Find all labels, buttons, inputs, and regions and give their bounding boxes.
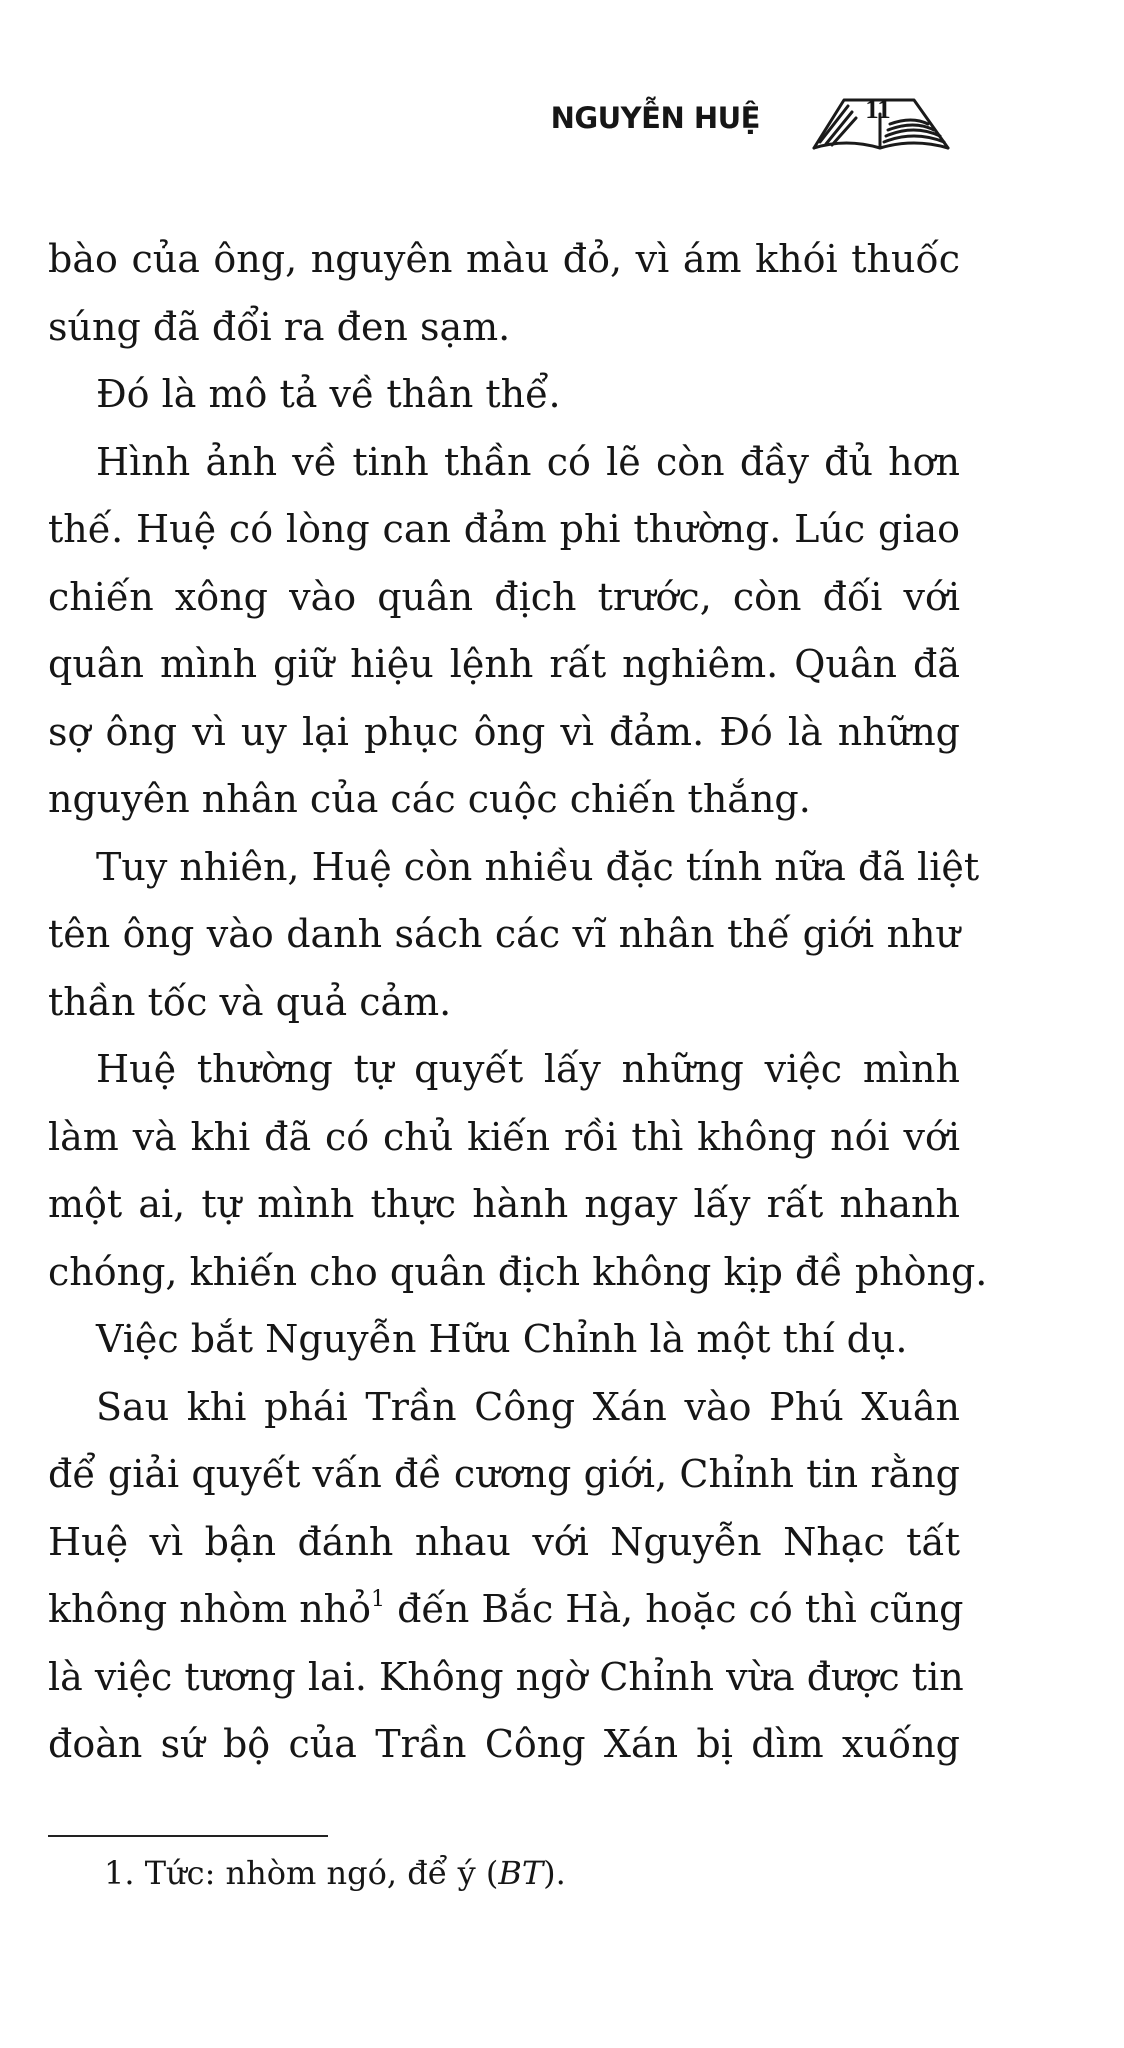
- text-segment: không nhòm nhỏ: [48, 1587, 372, 1631]
- text-line: làm và khi đã có chủ kiến rồi thì không nói với: [48, 1114, 960, 1159]
- text-line: là việc tương lai. Không ngờ Chỉnh vừa được tin: [48, 1654, 964, 1699]
- footnote-text-end: ).: [543, 1854, 566, 1892]
- footnote-divider: [48, 1835, 328, 1837]
- text-line: một ai, tự mình thực hành ngay lấy rất nhanh: [48, 1182, 960, 1226]
- footnote-reference: 1: [371, 1587, 386, 1613]
- running-head-title: NGUYỄN HUỆ: [550, 101, 760, 135]
- text-line: Đó là mô tả về thân thể.: [96, 372, 561, 416]
- text-line: nguyên nhân của các cuộc chiến thắng.: [48, 777, 811, 821]
- text-line: tên ông vào danh sách các vĩ nhân thế giới như: [48, 912, 960, 956]
- text-line: bào của ông, nguyên màu đỏ, vì ám khói thuốc: [48, 237, 960, 281]
- text-line: Sau khi phái Trần Công Xán vào Phú Xuân: [96, 1384, 960, 1429]
- text-line: Tuy nhiên, Huệ còn nhiều đặc tính nữa đã liệt: [96, 844, 980, 889]
- text-line: để giải quyết vấn đề cương giới, Chỉnh tin rằng: [48, 1452, 960, 1496]
- text-line: thần tốc và quả cảm.: [48, 979, 452, 1024]
- text-line: sợ ông vì uy lại phục ông vì đảm. Đó là những: [48, 709, 960, 754]
- text-line: Huệ vì bận đánh nhau với Nguyễn Nhạc tất: [48, 1519, 960, 1564]
- text-line: quân mình giữ hiệu lệnh rất nghiêm. Quân đã: [48, 642, 960, 686]
- text-line: súng đã đổi ra đen sạm.: [48, 304, 511, 349]
- footnote-number: 1.: [104, 1854, 135, 1892]
- text-line: thế. Huệ có lòng can đảm phi thường. Lúc giao: [48, 507, 960, 551]
- text-line: Huệ thường tự quyết lấy những việc mình: [96, 1047, 960, 1091]
- main-text: [48, 226, 988, 1779]
- running-header: [0, 92, 1124, 162]
- page-number: 11: [865, 94, 891, 124]
- text-line: chóng, khiến cho quân địch không kịp đề phòng.: [48, 1249, 988, 1294]
- text-line: chiến xông vào quân địch trước, còn đối với: [48, 574, 960, 619]
- footnote-text: Tức: nhòm ngó, để ý (: [144, 1854, 499, 1892]
- footnote: [104, 1854, 566, 1892]
- footnote-abbreviation: BT: [498, 1854, 544, 1892]
- text-line: Hình ảnh về tinh thần có lẽ còn đầy đủ hơn: [96, 439, 960, 484]
- text-line: đoàn sứ bộ của Trần Công Xán bị dìm xuống: [48, 1722, 960, 1766]
- text-line: Việc bắt Nguyễn Hữu Chỉnh là một thí dụ.: [96, 1317, 908, 1361]
- text-line-with-footnote: [48, 1576, 964, 1644]
- text-segment: đến Bắc Hà, hoặc có thì cũng: [385, 1587, 964, 1631]
